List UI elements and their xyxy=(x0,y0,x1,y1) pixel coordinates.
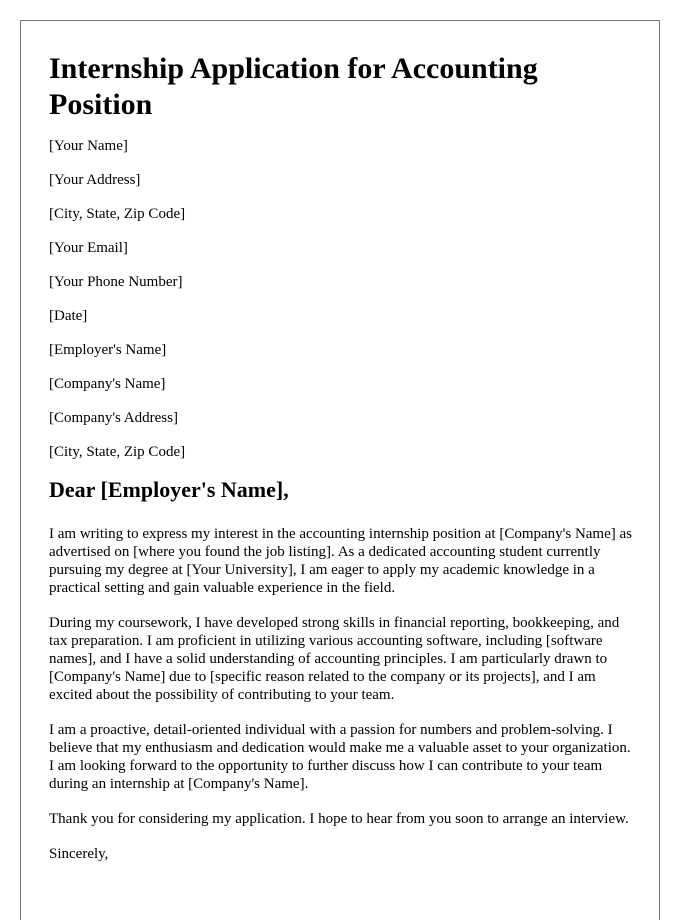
company-name: [Company's Name] xyxy=(49,376,166,392)
body-paragraph-2: During my coursework, I have developed strong skills in financial reporting, bookkeeping, and tax preparation. I am proficient in utilizing various accounting software, including [software names], and I have a solid understanding of accounting principles. I am particularly drawn to [Company's Name] due to [specific reason related to the company or its projects], and I am excited about the possibility of contributing to your team. xyxy=(49,615,620,703)
page-title: Internship Application for Accounting Position xyxy=(49,52,538,121)
body-paragraph-4: Thank you for considering my application. I hope to hear from you soon to arrange an interview. xyxy=(49,811,629,827)
body-paragraph-3: I am a proactive, detail-oriented individual with a passion for numbers and problem-solving. I believe that my enthusiasm and dedication would make me a valuable asset to your organization. I am looking forward to the opportunity to further discuss how I can contribute to your team during an internship at [Company's Name]. xyxy=(49,722,631,792)
address-block xyxy=(49,137,639,461)
employer-name: [Employer's Name] xyxy=(49,342,167,358)
sender-city-state-zip: [City, State, Zip Code] xyxy=(49,206,186,222)
sender-phone: [Your Phone Number] xyxy=(49,274,183,290)
salutation: Dear [Employer's Name], xyxy=(49,477,289,502)
sender-address: [Your Address] xyxy=(49,172,141,188)
sender-email: [Your Email] xyxy=(49,240,128,256)
company-address: [Company's Address] xyxy=(49,410,178,426)
company-city-state-zip: [City, State, Zip Code] xyxy=(49,444,186,460)
body-paragraph-1: I am writing to express my interest in the accounting internship position at [Company's Name] as advertised on [where you found the job listing]. As a dedicated accounting student currently pursuing my degree at [Your University], I am eager to apply my academic knowledge in a practical setting and gain valuable experience in the field. xyxy=(49,526,633,596)
closing: Sincerely, xyxy=(49,846,109,862)
letter-content xyxy=(49,51,639,863)
letter-date: [Date] xyxy=(49,308,88,324)
letter-page xyxy=(20,20,660,920)
sender-name: [Your Name] xyxy=(49,138,128,154)
